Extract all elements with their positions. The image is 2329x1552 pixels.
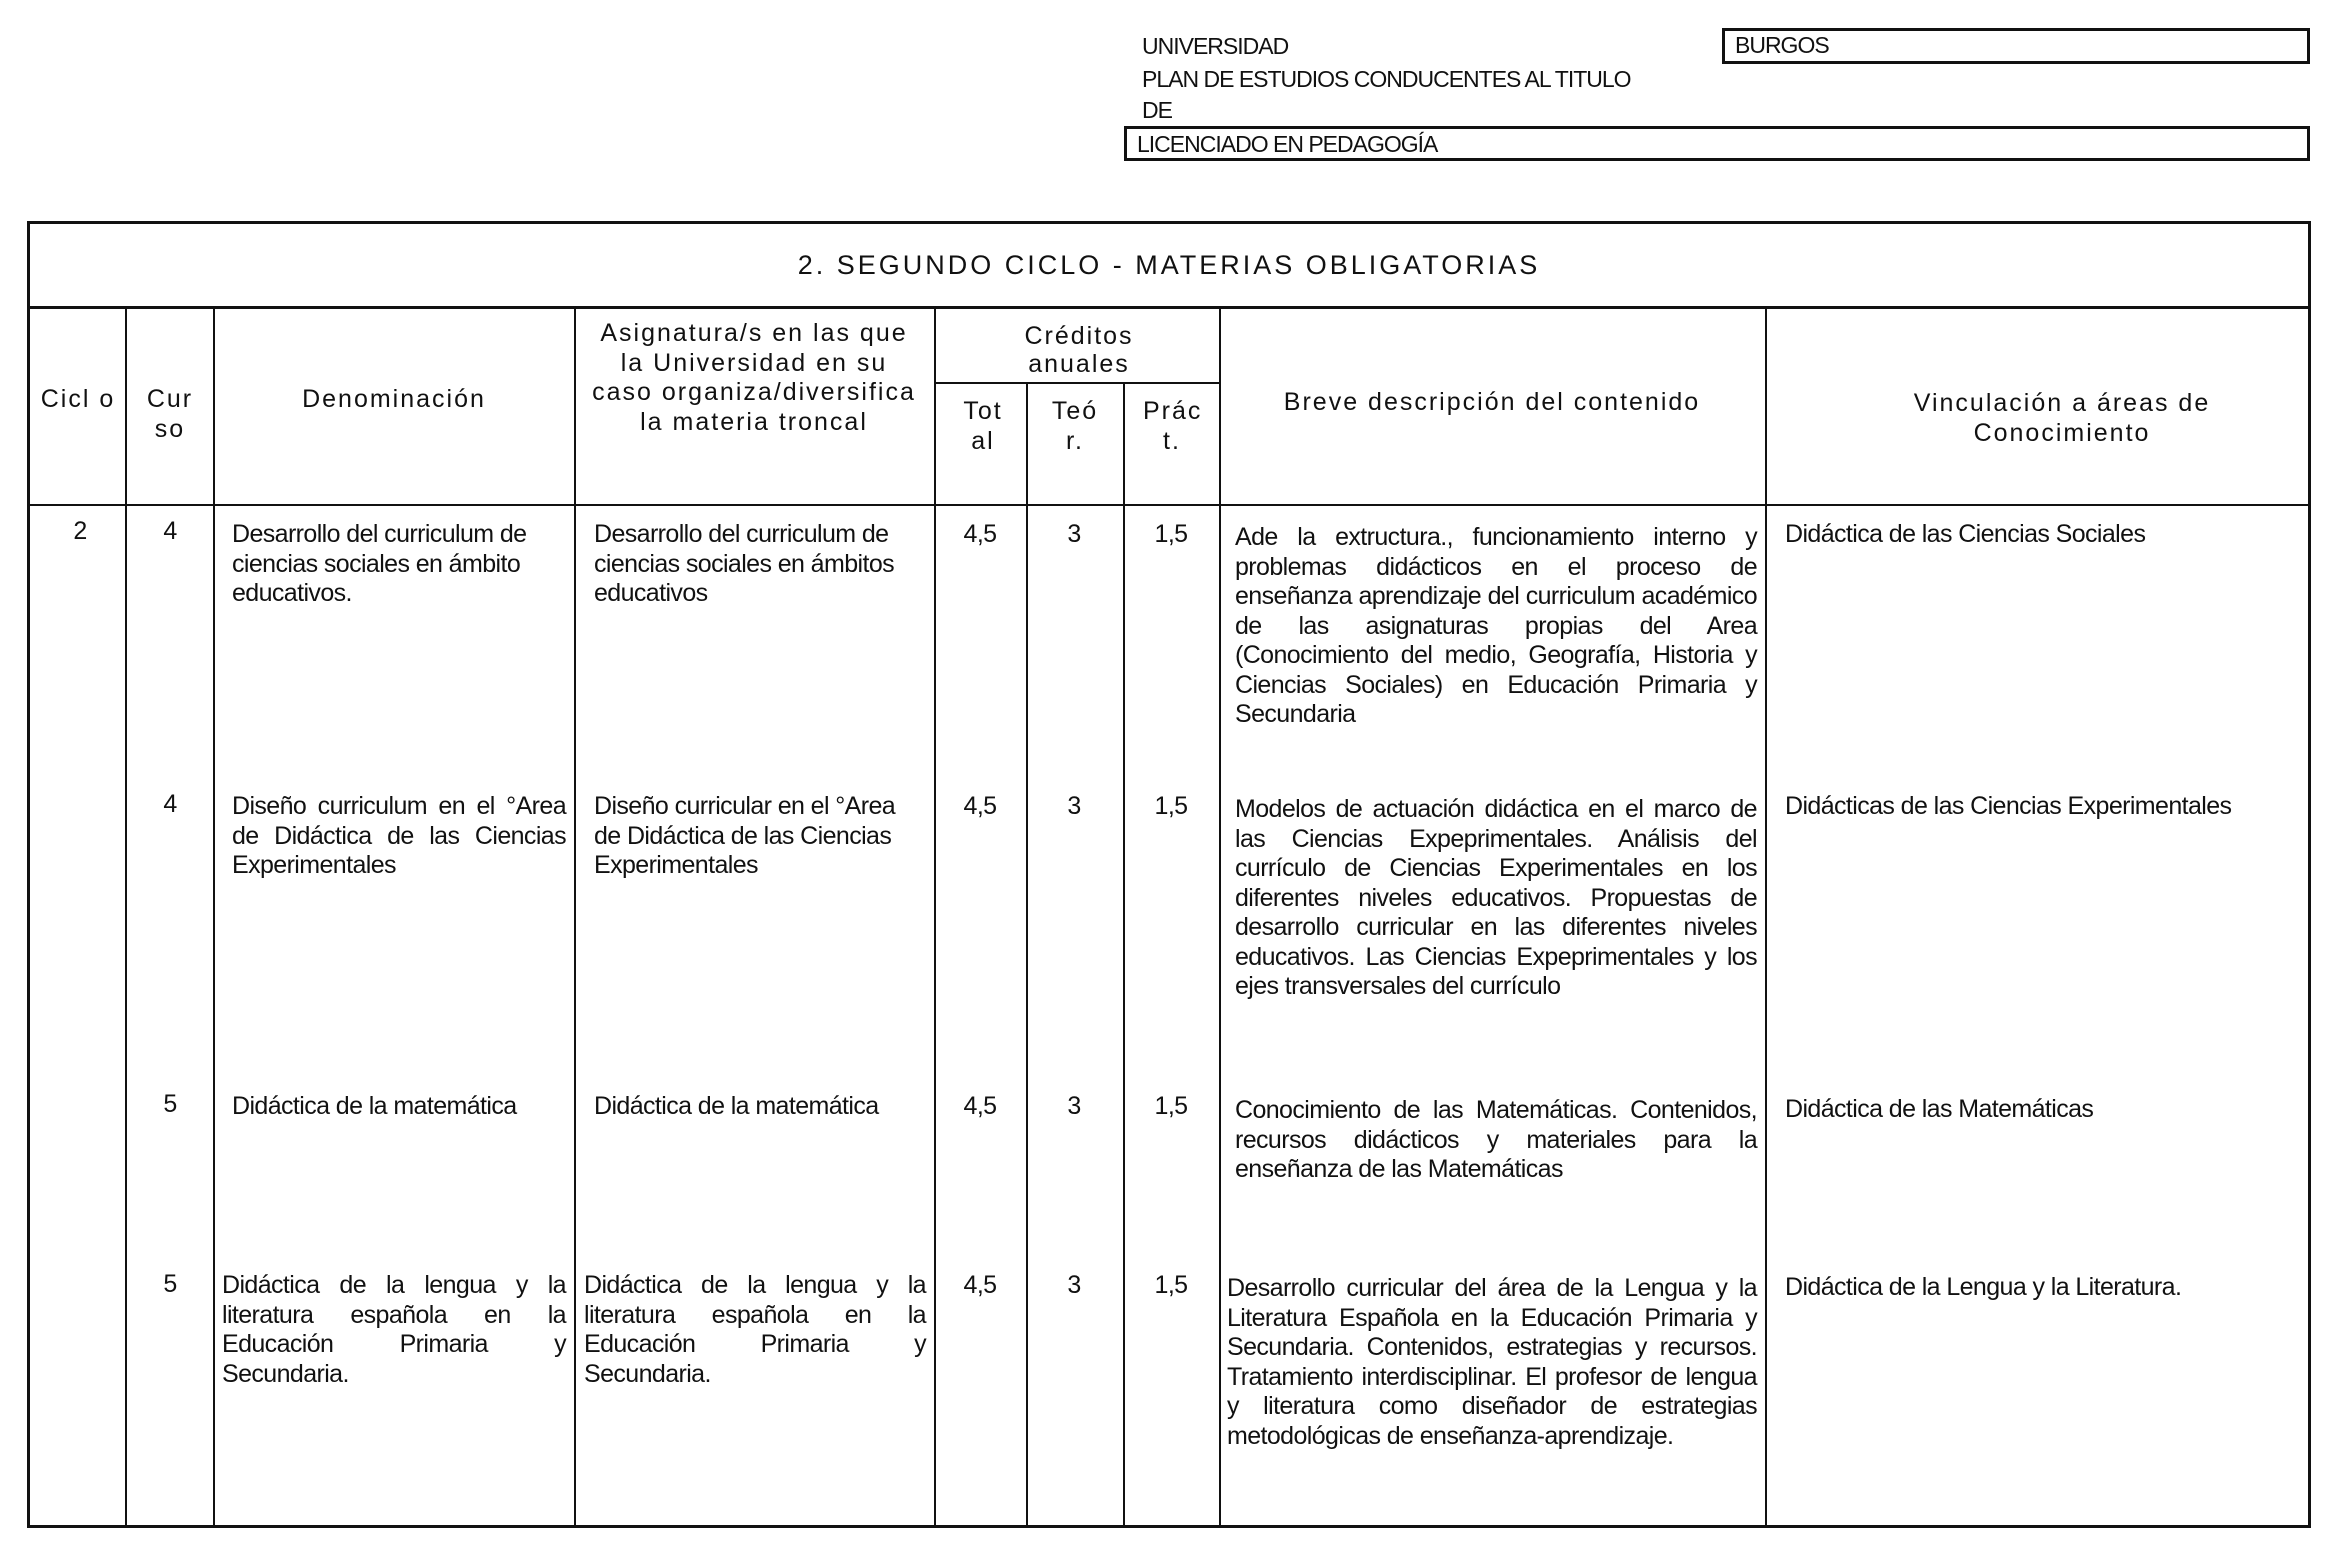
grid-line bbox=[934, 309, 936, 1528]
header-bottom-line bbox=[30, 504, 2308, 506]
row1-descripcion: Ade la extructura., funcionamiento interno y problemas didácticos en el proceso de enseñanza aprendizaje del curriculum académico de las asignaturas propias del Area (Conocimiento del medio, Geografía, Historia y Ciencias Sociales) en Educación Primaria y Secundaria bbox=[1235, 523, 1757, 728]
row1-vinculacion: Didáctica de las Ciencias Sociales bbox=[1785, 520, 2146, 548]
grid-line bbox=[125, 309, 127, 1528]
table-title: 2. SEGUNDO CICLO - MATERIAS OBLIGATORIAS bbox=[30, 224, 2308, 309]
row2-curso: 4 bbox=[163, 790, 177, 818]
plan-label-line2: DE bbox=[1142, 97, 1172, 123]
row2-practico: 1,5 bbox=[1154, 792, 1188, 820]
creditos-divider bbox=[934, 382, 1221, 384]
row2-asignatura: Diseño curricular en el °Area de Didáctica de las Ciencias Experimentales bbox=[594, 792, 896, 879]
col-header-creditos: Créditos anuales bbox=[1024, 322, 1134, 378]
grid-line bbox=[574, 309, 576, 1528]
titulo-value-box: LICENCIADO EN PEDAGOGÍA bbox=[1124, 126, 2310, 161]
row1-teorico: 3 bbox=[1067, 520, 1081, 548]
grid-line bbox=[1219, 309, 1221, 1528]
col-header-vinculacion: Vinculación a áreas de Conocimiento bbox=[1913, 389, 2211, 447]
grid-line bbox=[1026, 384, 1028, 1528]
row1-curso: 4 bbox=[163, 517, 177, 545]
row3-asignatura: Didáctica de la matemática bbox=[594, 1092, 879, 1120]
row4-total: 4,5 bbox=[963, 1271, 997, 1299]
grid-line bbox=[1765, 309, 1767, 1528]
row1-asignatura: Desarrollo del curriculum de ciencias sociales en ámbitos educativos bbox=[594, 520, 895, 607]
universidad-value-box: BURGOS bbox=[1722, 28, 2310, 64]
row2-vinculacion: Didácticas de las Ciencias Experimentales bbox=[1785, 792, 2232, 820]
row3-curso: 5 bbox=[163, 1090, 177, 1118]
col-header-denominacion: Denominación bbox=[302, 385, 486, 413]
col-header-asignatura: Asignatura/s en las que la Universidad en su caso organiza/diversifica la materia troncal bbox=[592, 319, 916, 436]
col-header-curso: Cur so bbox=[146, 385, 194, 443]
plan-label-line1: PLAN DE ESTUDIOS CONDUCENTES AL TITULO bbox=[1142, 66, 1631, 92]
row4-teorico: 3 bbox=[1067, 1271, 1081, 1299]
row4-descripcion: Desarrollo curricular del área de la Lengua y la Literatura Española en la Educación Primaria y Secundaria. Contenidos, estrategias y recursos. Tratamiento interdisciplinar. El profesor de lengua y literatura como diseñador de estrategias metodológicas de enseñanza-aprendizaje. bbox=[1227, 1274, 1757, 1450]
row4-denominacion: Didáctica de la lengua y la literatura española en la Educación Primaria y Secundaria. bbox=[222, 1271, 566, 1388]
col-header-practico: Prác t. bbox=[1143, 397, 1203, 455]
row4-asignatura: Didáctica de la lengua y la literatura española en la Educación Primaria y Secundaria. bbox=[584, 1271, 926, 1388]
row2-total: 4,5 bbox=[963, 792, 997, 820]
grid-line bbox=[213, 309, 215, 1528]
universidad-label: UNIVERSIDAD bbox=[1142, 33, 1289, 59]
row3-practico: 1,5 bbox=[1154, 1092, 1188, 1120]
row1-total: 4,5 bbox=[963, 520, 997, 548]
row3-teorico: 3 bbox=[1067, 1092, 1081, 1120]
row3-denominacion: Didáctica de la matemática bbox=[232, 1092, 517, 1120]
row1-denominacion: Desarrollo del curriculum de ciencias sociales en ámbito educativos. bbox=[232, 520, 527, 607]
subjects-table bbox=[27, 221, 2311, 1528]
row4-curso: 5 bbox=[163, 1270, 177, 1298]
col-header-ciclo: Cicl o bbox=[40, 385, 116, 413]
row2-descripcion: Modelos de actuación didáctica en el marco de las Ciencias Expeprimentales. Análisis del currículo de Ciencias Experimentales en los diferentes niveles educativos. Propuestas de desarrollo curricular en las diferentes niveles educativos. Las Ciencias Expeprimentales y los ejes transversales del currículo bbox=[1235, 795, 1757, 1000]
col-header-teorico: Teó r. bbox=[1051, 397, 1099, 455]
row1-practico: 1,5 bbox=[1154, 520, 1188, 548]
row2-teorico: 3 bbox=[1067, 792, 1081, 820]
row4-vinculacion: Didáctica de la Lengua y la Literatura. bbox=[1785, 1273, 2182, 1301]
row4-practico: 1,5 bbox=[1154, 1271, 1188, 1299]
row3-total: 4,5 bbox=[963, 1092, 997, 1120]
grid-line bbox=[1123, 384, 1125, 1528]
row2-denominacion: Diseño curriculum en el °Area de Didáctica de las Ciencias Experimentales bbox=[232, 792, 566, 879]
col-header-descripcion: Breve descripción del contenido bbox=[1283, 388, 1701, 416]
row1-ciclo: 2 bbox=[73, 517, 87, 545]
row3-vinculacion: Didáctica de las Matemáticas bbox=[1785, 1095, 2094, 1123]
row3-descripcion: Conocimiento de las Matemáticas. Contenidos, recursos didácticos y materiales para la enseñanza de las Matemáticas bbox=[1235, 1096, 1757, 1183]
col-header-total: Tot al bbox=[963, 397, 1003, 455]
